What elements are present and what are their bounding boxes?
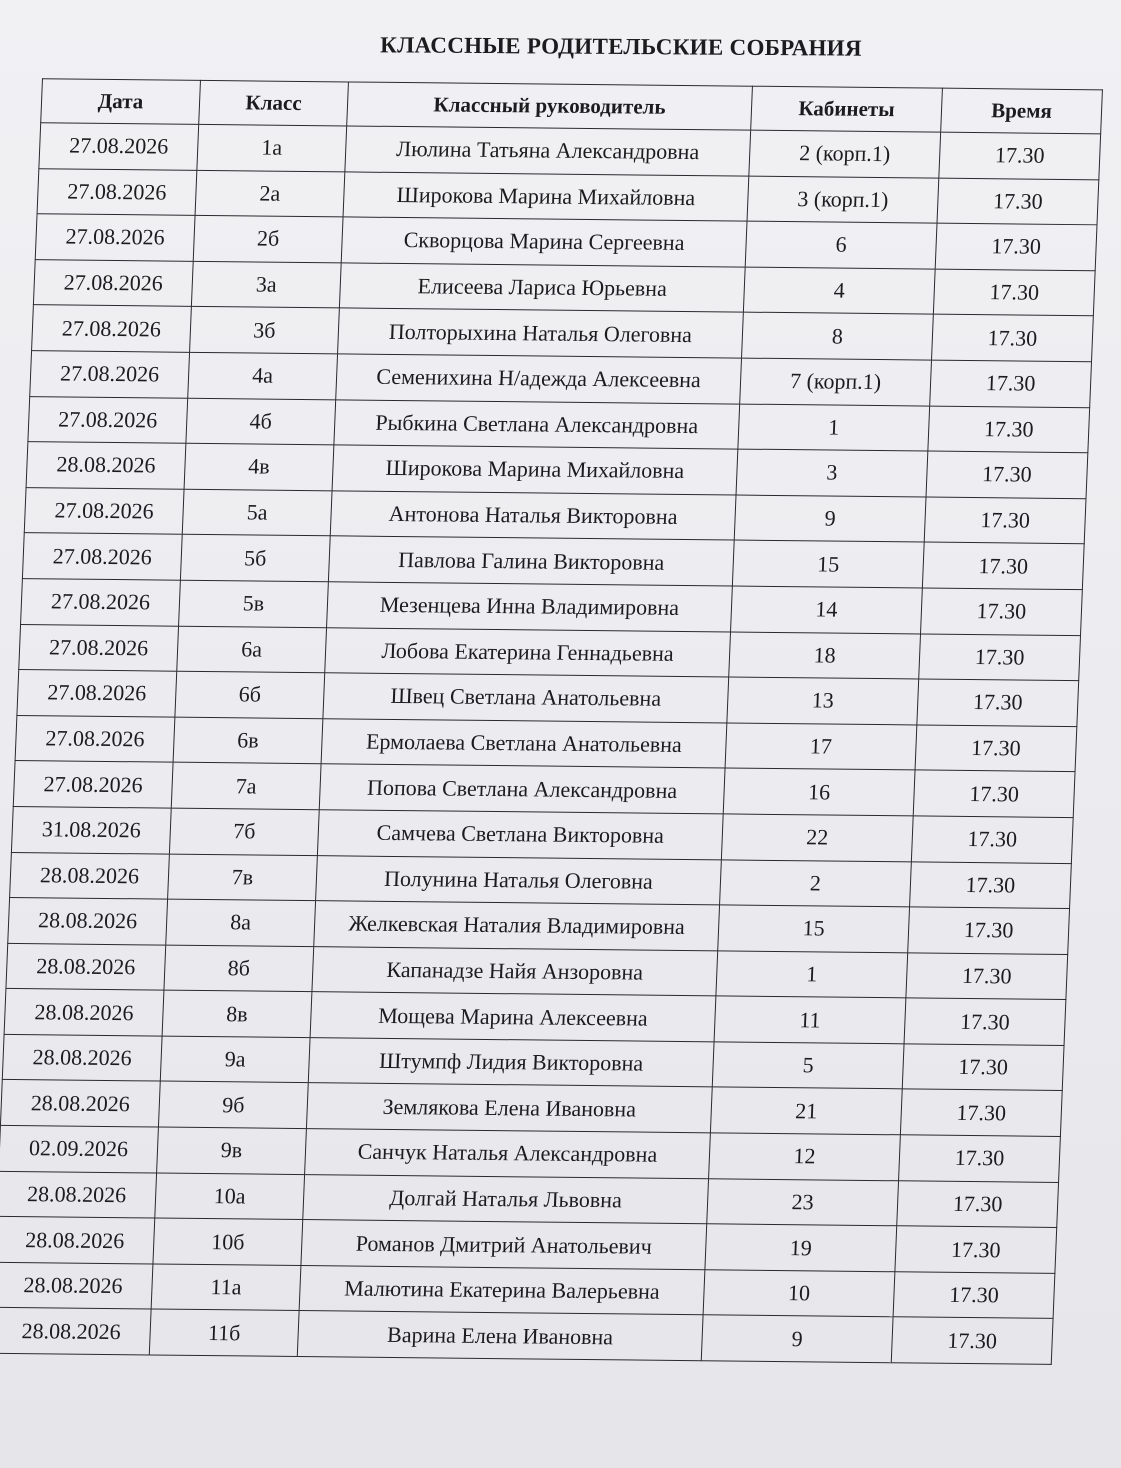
time-cell: 17.30 — [902, 1044, 1064, 1091]
teacher-cell: Попова Светлана Александровна — [319, 764, 725, 814]
meetings-table — [0, 78, 1103, 1365]
room-cell: 1 — [716, 951, 908, 999]
column-header-class: Класс — [199, 80, 349, 126]
class-cell: 3б — [190, 307, 340, 354]
table-row — [0, 1308, 1053, 1365]
date-cell: 27.08.2026 — [24, 487, 184, 534]
time-cell: 17.30 — [924, 497, 1086, 544]
room-cell: 3 — [736, 449, 928, 497]
teacher-cell: Желкевская Наталия Владимировна — [314, 901, 720, 951]
time-cell: 17.30 — [917, 679, 1079, 726]
room-cell: 9 — [701, 1315, 893, 1363]
date-cell: 28.08.2026 — [0, 1171, 157, 1218]
teacher-cell: Санчук Наталья Александровна — [305, 1129, 711, 1179]
date-cell: 27.08.2026 — [21, 579, 181, 626]
room-cell: 15 — [732, 540, 924, 588]
room-cell: 2 — [720, 859, 912, 907]
column-header-time: Время — [941, 88, 1103, 134]
time-cell: 17.30 — [906, 953, 1068, 1000]
time-cell: 17.30 — [891, 1317, 1053, 1364]
room-cell: 8 — [742, 312, 934, 360]
teacher-cell: Семенихина Н/адежда Алексеевна — [336, 354, 742, 404]
class-cell: 4б — [186, 398, 336, 445]
teacher-cell: Мезенцева Инна Владимировна — [327, 582, 733, 632]
date-cell: 28.08.2026 — [8, 898, 168, 945]
time-cell: 17.30 — [939, 132, 1101, 179]
time-cell: 17.30 — [899, 1135, 1061, 1182]
date-cell: 27.08.2026 — [13, 761, 173, 808]
class-cell: 7б — [169, 808, 319, 855]
room-cell: 1 — [738, 404, 930, 452]
class-cell: 7а — [171, 762, 321, 809]
room-cell: 9 — [734, 495, 926, 543]
room-cell: 16 — [723, 768, 915, 816]
date-cell: 31.08.2026 — [11, 806, 171, 853]
class-cell: 9б — [158, 1082, 308, 1129]
date-cell: 27.08.2026 — [28, 396, 188, 443]
class-cell: 8а — [166, 899, 316, 946]
date-cell: 28.08.2026 — [0, 1262, 153, 1309]
room-cell: 23 — [707, 1178, 899, 1226]
room-cell: 7 (корп.1) — [740, 358, 932, 406]
date-cell: 27.08.2026 — [22, 533, 182, 580]
room-cell: 15 — [718, 905, 910, 953]
column-header-date: Дата — [41, 79, 201, 125]
class-cell: 11а — [151, 1264, 301, 1311]
class-cell: 2а — [195, 170, 345, 217]
teacher-cell: Малютина Екатерина Валерьевна — [299, 1265, 705, 1315]
room-cell: 10 — [703, 1270, 895, 1318]
class-cell: 9в — [157, 1127, 307, 1174]
room-cell: 4 — [743, 267, 935, 315]
time-cell: 17.30 — [897, 1180, 1059, 1227]
date-cell: 28.08.2026 — [0, 1308, 151, 1355]
teacher-cell: Ермолаева Светлана Анатольевна — [321, 718, 727, 768]
time-cell: 17.30 — [935, 223, 1097, 270]
teacher-cell: Землякова Елена Ивановна — [306, 1083, 712, 1133]
date-cell: 28.08.2026 — [6, 943, 166, 990]
time-cell: 17.30 — [893, 1272, 1055, 1319]
class-cell: 3а — [191, 261, 341, 308]
time-cell: 17.30 — [937, 178, 1099, 225]
date-cell: 27.08.2026 — [37, 168, 197, 215]
teacher-cell: Антонова Наталья Викторовна — [330, 491, 736, 541]
time-cell: 17.30 — [908, 907, 1070, 954]
date-cell: 27.08.2026 — [15, 715, 175, 762]
time-cell: 17.30 — [900, 1089, 1062, 1136]
room-cell: 19 — [705, 1224, 897, 1272]
class-cell: 8в — [162, 990, 312, 1037]
teacher-cell: Капанадзе Найя Анзоровна — [312, 946, 718, 996]
class-cell: 5в — [179, 580, 329, 627]
time-cell: 17.30 — [922, 542, 1084, 589]
teacher-cell: Романов Дмитрий Анатольевич — [301, 1220, 707, 1270]
teacher-cell: Мощева Марина Алексеевна — [310, 992, 716, 1042]
time-cell: 17.30 — [913, 770, 1075, 817]
teacher-cell: Широкова Марина Михайловна — [343, 172, 749, 222]
teacher-cell: Штумпф Лидия Викторовна — [308, 1037, 714, 1087]
class-cell: 9а — [160, 1036, 310, 1083]
date-cell: 28.08.2026 — [10, 852, 170, 899]
date-cell: 28.08.2026 — [0, 1080, 160, 1127]
teacher-cell: Швец Светлана Анатольевна — [323, 673, 729, 723]
time-cell: 17.30 — [928, 406, 1090, 453]
class-cell: 5а — [182, 489, 332, 536]
date-cell: 28.08.2026 — [4, 989, 164, 1036]
time-cell: 17.30 — [926, 451, 1088, 498]
room-cell: 14 — [731, 586, 923, 634]
date-cell: 27.08.2026 — [32, 305, 192, 352]
class-cell: 6а — [177, 626, 327, 673]
time-cell: 17.30 — [911, 816, 1073, 863]
teacher-cell: Лобова Екатерина Геннадьевна — [325, 627, 731, 677]
date-cell: 27.08.2026 — [19, 624, 179, 671]
schedule-sheet — [0, 78, 1098, 1365]
date-cell: 27.08.2026 — [17, 670, 177, 717]
teacher-cell: Самчева Светлана Викторовна — [317, 810, 723, 860]
teacher-cell: Люлина Татьяна Александровна — [345, 126, 751, 176]
date-cell: 02.09.2026 — [0, 1125, 158, 1172]
class-cell: 7в — [168, 854, 318, 901]
class-cell: 6б — [175, 671, 325, 718]
class-cell: 8б — [164, 945, 314, 992]
teacher-cell: Рыбкина Светлана Александровна — [334, 399, 740, 449]
teacher-cell: Полторыхина Наталья Олеговна — [338, 308, 744, 358]
time-cell: 17.30 — [895, 1226, 1057, 1273]
room-cell: 12 — [709, 1133, 901, 1181]
date-cell: 27.08.2026 — [30, 351, 190, 398]
teacher-cell: Павлова Галина Викторовна — [328, 536, 734, 586]
teacher-cell: Долгай Наталья Львовна — [303, 1174, 709, 1224]
time-cell: 17.30 — [910, 861, 1072, 908]
time-cell: 17.30 — [933, 269, 1095, 316]
date-cell: 27.08.2026 — [35, 214, 195, 261]
table-body — [0, 123, 1101, 1365]
room-cell: 18 — [729, 632, 921, 680]
date-cell: 27.08.2026 — [33, 259, 193, 306]
class-cell: 6в — [173, 717, 323, 764]
class-cell: 11б — [149, 1309, 299, 1356]
time-cell: 17.30 — [930, 360, 1092, 407]
room-cell: 2 (корп.1) — [749, 130, 941, 178]
room-cell: 17 — [725, 723, 917, 771]
time-cell: 17.30 — [932, 314, 1094, 361]
column-header-room: Кабинеты — [751, 86, 943, 132]
teacher-cell: Полунина Наталья Олеговна — [316, 855, 722, 905]
teacher-cell: Скворцова Марина Сергеевна — [341, 217, 747, 267]
room-cell: 21 — [710, 1087, 902, 1135]
date-cell: 28.08.2026 — [0, 1217, 155, 1264]
time-cell: 17.30 — [915, 725, 1077, 772]
class-cell: 10б — [153, 1218, 303, 1265]
class-cell: 10а — [155, 1173, 305, 1220]
document-title: КЛАССНЫЕ РОДИТЕЛЬСКИЕ СОБРАНИЯ — [380, 32, 862, 61]
room-cell: 11 — [714, 996, 906, 1044]
time-cell: 17.30 — [904, 998, 1066, 1045]
class-cell: 4а — [188, 352, 338, 399]
class-cell: 2б — [193, 216, 343, 263]
class-cell: 4в — [184, 443, 334, 490]
date-cell: 27.08.2026 — [39, 123, 199, 170]
teacher-cell: Широкова Марина Михайловна — [332, 445, 738, 495]
time-cell: 17.30 — [921, 588, 1083, 635]
column-header-teacher: Классный руководитель — [347, 82, 753, 130]
class-cell: 1а — [197, 124, 347, 171]
class-cell: 5б — [180, 535, 330, 582]
date-cell: 28.08.2026 — [26, 442, 186, 489]
time-cell: 17.30 — [919, 634, 1081, 681]
date-cell: 28.08.2026 — [2, 1034, 162, 1081]
room-cell: 6 — [745, 221, 937, 269]
room-cell: 13 — [727, 677, 919, 725]
room-cell: 5 — [712, 1042, 904, 1090]
room-cell: 3 (корп.1) — [747, 176, 939, 224]
room-cell: 22 — [721, 814, 913, 862]
teacher-cell: Елисеева Лариса Юрьевна — [339, 263, 745, 313]
teacher-cell: Варина Елена Ивановна — [297, 1311, 703, 1361]
